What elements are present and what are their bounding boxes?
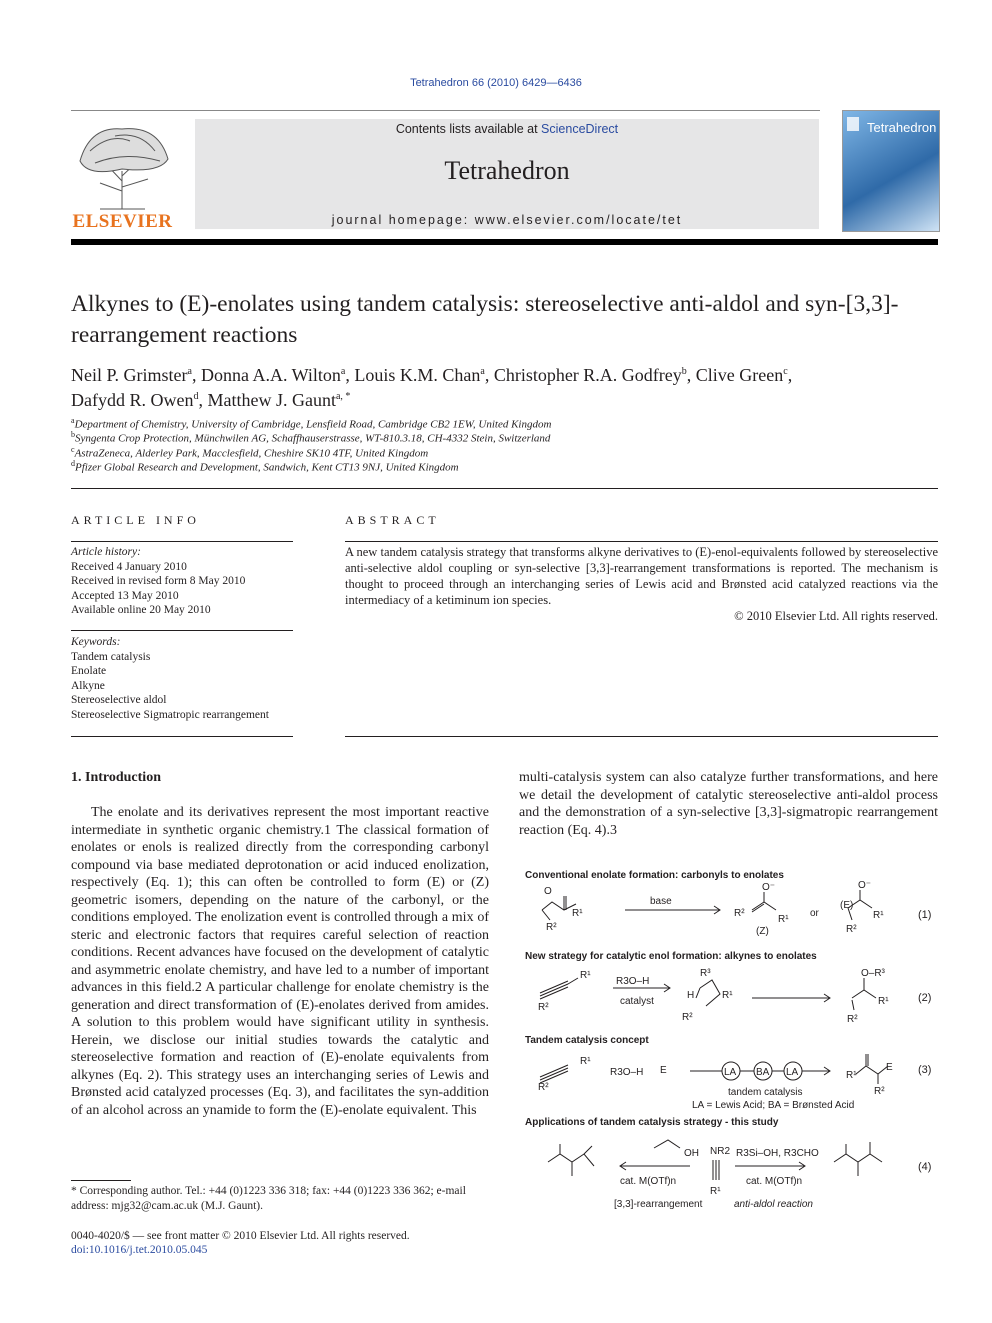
reaction-arrow xyxy=(620,1162,690,1170)
affiliation-key: b xyxy=(71,430,75,439)
z-enolate-structure xyxy=(752,892,776,912)
keywords xyxy=(71,635,269,722)
history-item: Available online 20 May 2010 xyxy=(71,604,211,616)
author-affiliation-mark: a xyxy=(480,366,485,377)
abstract-rule xyxy=(345,541,938,542)
author-affiliation-mark: d xyxy=(193,391,199,402)
scheme-heading-2: New strategy for catalytic enol formation: alkynes to enolates xyxy=(525,951,817,962)
keyword-item: Stereoselective Sigmatropic rearrangement xyxy=(71,708,269,721)
scheme-heading-3: Tandem catalysis concept xyxy=(525,1035,649,1046)
affiliation-text: AstraZeneca, Alderley Park, Macclesfield, Cheshire SK10 4TF, United Kingdom xyxy=(74,447,429,460)
la-label: LA xyxy=(724,1067,737,1078)
r1-label: R¹ xyxy=(572,908,583,919)
article-info-heading: ARTICLE INFO xyxy=(71,513,200,527)
r3oh-label: R3O–H xyxy=(616,976,650,987)
affiliation-rule xyxy=(71,488,938,489)
r1-label: R¹ xyxy=(580,1056,591,1067)
affiliation-b xyxy=(71,430,550,445)
alkyne-structure xyxy=(540,978,578,999)
scheme-heading-4: Applications of tandem catalysis strategy - this study xyxy=(525,1117,779,1128)
cat-m-label: cat. M(OTf)n xyxy=(746,1176,803,1187)
base-label: base xyxy=(650,896,672,907)
r2-label: R² xyxy=(874,1086,885,1097)
affiliation-text: Department of Chemistry, University of Cambridge, Lensfield Road, Cambridge CB2 1EW, United Kingdom xyxy=(74,418,552,431)
corresponding-author-mark[interactable]: a, * xyxy=(335,391,351,402)
author-affiliation-mark: a xyxy=(187,366,192,377)
equation-number: (4) xyxy=(918,1161,932,1173)
header-rule xyxy=(71,110,820,111)
r1-label: R¹ xyxy=(778,914,789,925)
reaction-arrow xyxy=(735,1162,805,1170)
ba-label: BA xyxy=(756,1067,770,1078)
abstract-bottom-rule xyxy=(345,736,938,737)
la-ba-definition: LA = Lewis Acid; BA = Brønsted Acid xyxy=(692,1100,855,1111)
author-affiliation-mark: c xyxy=(783,366,788,377)
author: Clive Green xyxy=(695,365,784,385)
author-affiliation-mark: b xyxy=(681,366,687,377)
r3-label: R³ xyxy=(700,968,711,979)
history-item: Accepted 13 May 2010 xyxy=(71,589,179,602)
r1-label: R¹ xyxy=(878,996,889,1007)
author: Donna A.A. Wilton xyxy=(200,365,341,385)
alkyne-structure xyxy=(540,1065,568,1083)
affiliation-d xyxy=(71,459,459,474)
journal-name: Tetrahedron xyxy=(444,156,570,185)
intro-paragraph: The enolate and its derivatives represent the most important reactive intermediate in synthetic organic chemistry.1 The classical formation of enolates or enols is realized directly from the corresponding carbonyl compound via base mediated deprotonation or acid induced enolization, respectively (Eq. 1); this can often be controlled to form (E) or (Z) geometric isomers, depending on the nature of the carbonyl, or the conditions employed. The enolization event is controlled through a mix of steric and electronic factors that requires careful selection of reaction conditions. Recent advances have focused on the development of catalytic and asymmetric enolate chemistry, and have led to a number of important advances in this field.2 A particular challenge for enolate chemistry is the generation and direct transformation of (E)-enolates derived from amides. A solution to this problem would have significant utility in synthesis. Herein, we disclose our initial studies towards the catalytic and stereoselective formation and reaction of (E)-enolate equivalents from alkynes (Eq. 2). This strategy uses an interchanging series of Lewis and Brønsted acid catalyzed processes (Eq. 3), and facilitates the syn-addition of an alcohol across an ynamide to form the (E)-enolate equivalent. This xyxy=(71,805,489,1118)
tandem-catalysis-label: tandem catalysis xyxy=(728,1087,803,1098)
abstract-body: A new tandem catalysis strategy that transforms alkyne derivatives to (E)-enol-equivalents followed by stereoselective anti-selective aldol coupling or syn-selective [3,3]-rearrangement transformations is reported. The mechanism is thought to proceed through an interchanging series of Lewis acid and Brønsted acid catalyzed reactions via the intermediacy of a ketiminum ion species. xyxy=(345,545,938,607)
article-history xyxy=(71,545,245,618)
r1-label: R¹ xyxy=(722,990,733,1001)
equation-number: (1) xyxy=(918,909,932,921)
catalyst-label: catalyst xyxy=(620,996,654,1007)
abstract-copyright: © 2010 Elsevier Ltd. All rights reserved. xyxy=(734,609,938,623)
hydroxyl-label: OH xyxy=(684,1148,699,1159)
abstract-text xyxy=(345,544,938,624)
electrophile-label: E xyxy=(886,1062,893,1073)
rearrangement-label: [3,3]-rearrangement xyxy=(614,1199,703,1210)
intro-paragraph-continued: multi-catalysis system can also catalyze further transformations, and here we detail the development of catalytic stereoselective anti-aldol process and the demonstration of a syn-selective [3,3]-sigmatropic rearrangement reaction (Eq. 4).3 xyxy=(519,770,938,838)
intermediate-structure xyxy=(696,980,720,1006)
r1-label: R¹ xyxy=(873,910,884,921)
issn-line: 0040-4020/$ — see front matter © 2010 Elsevier Ltd. All rights reserved. xyxy=(71,1230,410,1242)
affiliation-key: a xyxy=(71,416,75,425)
r2-label: R² xyxy=(538,1002,549,1013)
author-list: Neil P. Grimster$^a$, Donna A.A. Wilton$^a$, Louis K.M. Chan$^a$, Christopher R.A. Godfrey$^b$, Clive Green$^c$, Dafydd R. Owen$^d$, Matthew J. Gaunt$^{a, *}$ xyxy=(71,365,793,410)
allyl-alcohol-structure xyxy=(654,1140,680,1148)
enol-product-structure xyxy=(852,978,876,1010)
author-affiliation-mark: a xyxy=(340,366,346,377)
introduction-right-column xyxy=(519,769,938,839)
sciencedirect-link[interactable]: ScienceDirect xyxy=(541,122,619,136)
publisher-name: ELSEVIER xyxy=(72,211,173,232)
cat-m-label: cat. M(OTf)n xyxy=(620,1176,677,1187)
corresponding-author-note: * Corresponding author. Tel.: +44 (0)1223 336 318; fax: +44 (0)1223 336 362; e-mail address: mjg32@cam.ac.uk (M.J. Gaunt). xyxy=(71,1185,466,1212)
equation-number: (2) xyxy=(918,992,932,1004)
journal-cover xyxy=(842,110,940,232)
author: Dafydd R. Owen xyxy=(71,390,194,410)
history-item: Received in revised form 8 May 2010 xyxy=(71,575,246,587)
tree-icon xyxy=(70,121,175,213)
affiliation-text: Pfizer Global Research and Development, Sandwich, Kent CT13 9NJ, United Kingdom xyxy=(75,461,459,474)
cover-emblem xyxy=(847,117,859,131)
aldol-product xyxy=(834,1142,882,1176)
z-label: (Z) xyxy=(756,926,769,937)
contents-line xyxy=(195,122,819,136)
article-title: Alkynes to (E)-enolates using tandem catalysis: stereoselective anti-aldol and syn-[3,3]-rearrangement reactions xyxy=(71,291,899,348)
silane-label: R3Si–OH, R3CHO xyxy=(736,1148,819,1159)
doi-link[interactable]: doi:10.1016/j.tet.2010.05.045 xyxy=(71,1244,208,1256)
oxygen-atom: O xyxy=(544,886,552,897)
la-label: LA xyxy=(786,1067,799,1078)
r2-label: R² xyxy=(734,908,745,919)
product-structure xyxy=(856,1054,888,1084)
r2-label: R² xyxy=(546,922,557,933)
r2-label: R² xyxy=(682,1012,693,1023)
keywords-label: Keywords: xyxy=(71,636,121,648)
rearrangement-product xyxy=(548,1144,594,1176)
footnote-rule xyxy=(71,1180,131,1181)
contents-prefix: Contents lists available at xyxy=(395,122,542,136)
e-label: (E) xyxy=(840,900,854,911)
keywords-rule xyxy=(71,630,293,631)
author: Christopher R.A. Godfrey xyxy=(493,365,682,385)
oxyanion-label: O⁻ xyxy=(858,880,872,891)
affiliation-a xyxy=(71,416,551,431)
author: Matthew J. Gaunt xyxy=(207,390,336,410)
keyword-item: Alkyne xyxy=(71,679,105,692)
header-thick-rule xyxy=(71,239,938,245)
nr2-label: NR2 xyxy=(710,1146,731,1157)
r2-label: R² xyxy=(538,1082,549,1093)
affiliation-key: c xyxy=(71,445,75,454)
ynamide-structure xyxy=(713,1160,719,1180)
equation-number: (3) xyxy=(918,1064,932,1076)
r1-label: R¹ xyxy=(580,970,591,981)
or-label: or xyxy=(810,908,819,919)
reaction-scheme xyxy=(520,880,920,1215)
oxyanion-label: O⁻ xyxy=(762,882,776,893)
r1-label: R¹ xyxy=(846,1070,857,1081)
r3oh-label: R3O–H xyxy=(610,1067,644,1078)
introduction-left-column xyxy=(71,804,489,1119)
oxygen-r3-label: O–R³ xyxy=(861,968,885,979)
article-info-bottom-rule xyxy=(71,736,293,737)
affiliation-c xyxy=(71,445,428,460)
reaction-arrow xyxy=(752,994,830,1002)
author: Neil P. Grimster xyxy=(71,365,188,385)
keyword-item: Enolate xyxy=(71,665,107,677)
electrophile-label: E xyxy=(660,1065,667,1076)
history-label: Article history: xyxy=(71,546,141,558)
abstract-heading: ABSTRACT xyxy=(345,513,440,527)
r1-label: R¹ xyxy=(710,1186,721,1197)
hydrogen-label: H xyxy=(687,990,695,1001)
scheme-heading-1: Conventional enolate formation: carbonyls to enolates xyxy=(525,870,784,881)
affiliation-key: d xyxy=(71,459,75,468)
keyword-item: Tandem catalysis xyxy=(71,650,151,663)
journal-homepage[interactable]: journal homepage: www.elsevier.com/locate/tet xyxy=(331,213,683,227)
journal-citation[interactable]: Tetrahedron 66 (2010) 6429—6436 xyxy=(410,77,582,89)
keyword-item: Stereoselective aldol xyxy=(71,694,167,706)
author: Louis K.M. Chan xyxy=(354,365,481,385)
elsevier-logo xyxy=(70,121,175,231)
article-info-rule xyxy=(71,541,293,542)
reaction-arrow xyxy=(625,906,720,914)
affiliation-text: Syngenta Crop Protection, Münchwilen AG, Schaffhauserstrasse, WT-810.3.18, CH-4332 Stein, Switzerland xyxy=(75,432,551,445)
introduction-heading: 1. Introduction xyxy=(71,770,161,785)
r2-label: R² xyxy=(846,924,857,935)
aldol-label: anti-aldol reaction xyxy=(734,1199,813,1210)
ketone-structure xyxy=(542,896,576,920)
r2-label: R² xyxy=(847,1014,858,1025)
history-item: Received 4 January 2010 xyxy=(71,560,187,573)
cover-title: Tetrahedron xyxy=(867,120,937,135)
